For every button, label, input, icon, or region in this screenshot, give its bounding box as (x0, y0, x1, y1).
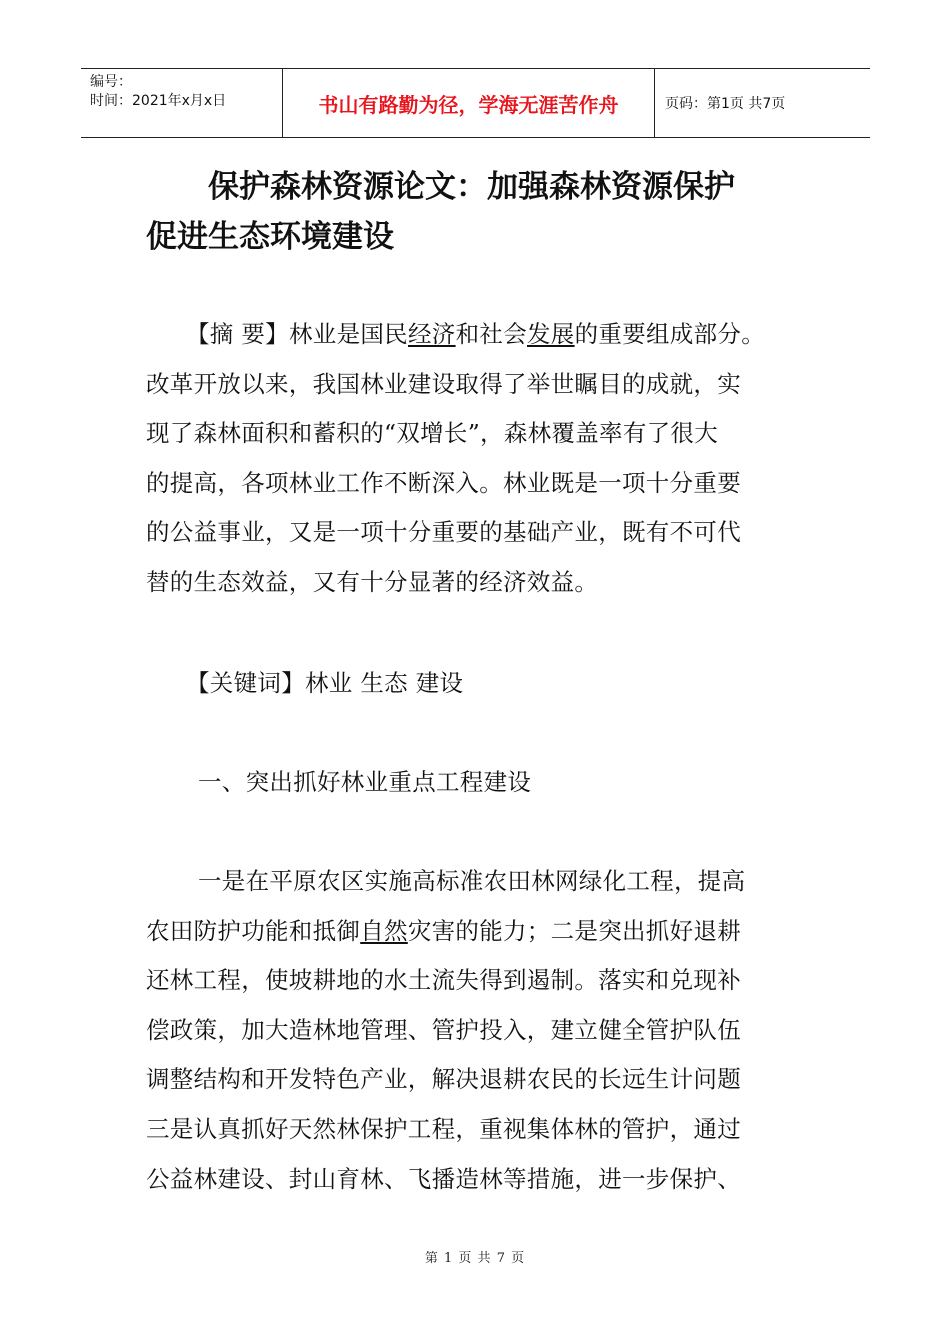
title-line-2: 促进生态环境建设 (146, 219, 394, 255)
page-footer: 第 1 页 共 7 页 (424, 1251, 526, 1266)
link-development[interactable]: 发展 (527, 320, 575, 348)
text-span: 【摘 要】林业是国民 (186, 320, 408, 348)
text-span: 的重要组成部分。 (574, 320, 766, 348)
abstract-line: 的公益事业，又是一项十分重要的基础产业，既有不可代 (146, 518, 741, 547)
abstract-paragraph (146, 310, 826, 608)
header-meta (81, 69, 283, 137)
header-page-info: 页码：第1页 共7页 (665, 96, 786, 112)
section1-line: 一是在平原农区实施高标准农田林网绿化工程，提高 (198, 867, 746, 895)
section1-line: 还林工程，使坡耕地的水土流失得到遏制。落实和兑现补 (146, 966, 741, 995)
header-motto: 书山有路勤为径，学海无涯苦作舟 (283, 69, 655, 137)
title-line-1: 保护森林资源论文：加强森林资源保护 (208, 169, 735, 205)
abstract-line: 替的生态效益，又有十分显著的经济效益。 (146, 567, 599, 596)
section1-line: 调整结构和开发特色产业，解决退耕农民的长远生计问题 (146, 1065, 741, 1094)
section1-line (146, 907, 826, 957)
text-span: 农田防护功能和抵御 (146, 916, 361, 945)
section1-line: 三是认真抓好天然林保护工程，重视集体林的管护，通过 (146, 1114, 741, 1143)
section-heading: 一、突出抓好林业重点工程建设 (198, 768, 532, 796)
section1-paragraph (146, 857, 826, 1204)
abstract-line: 的提高，各项林业工作不断深入。林业既是一项十分重要 (146, 468, 741, 497)
text-span: 灾害的能力；二是突出抓好退耕 (407, 916, 742, 945)
abstract-line: 现了森林面积和蓄积的“双增长”，森林覆盖率有了很大 (146, 419, 719, 448)
number-label: 编号： (90, 74, 132, 90)
keywords: 【关键词】林业 生态 建设 (186, 669, 464, 697)
section1-line: 偿政策，加大造林地管理、管护投入，建立健全管护队伍 (146, 1015, 741, 1044)
document-title (146, 162, 826, 262)
link-economy[interactable]: 经济 (407, 320, 456, 348)
abstract-line (146, 310, 826, 360)
text-span: 和社会 (455, 320, 527, 348)
section1-line: 公益林建设、封山育林、飞播造林等措施，进一步保护、 (146, 1164, 741, 1193)
time-label: 时间：2021年x月x日 (90, 93, 227, 109)
link-nature[interactable]: 自然 (360, 916, 408, 945)
abstract-line: 改革开放以来，我国林业建设取得了举世瞩目的成就，实 (146, 369, 741, 398)
header-table (81, 68, 870, 138)
